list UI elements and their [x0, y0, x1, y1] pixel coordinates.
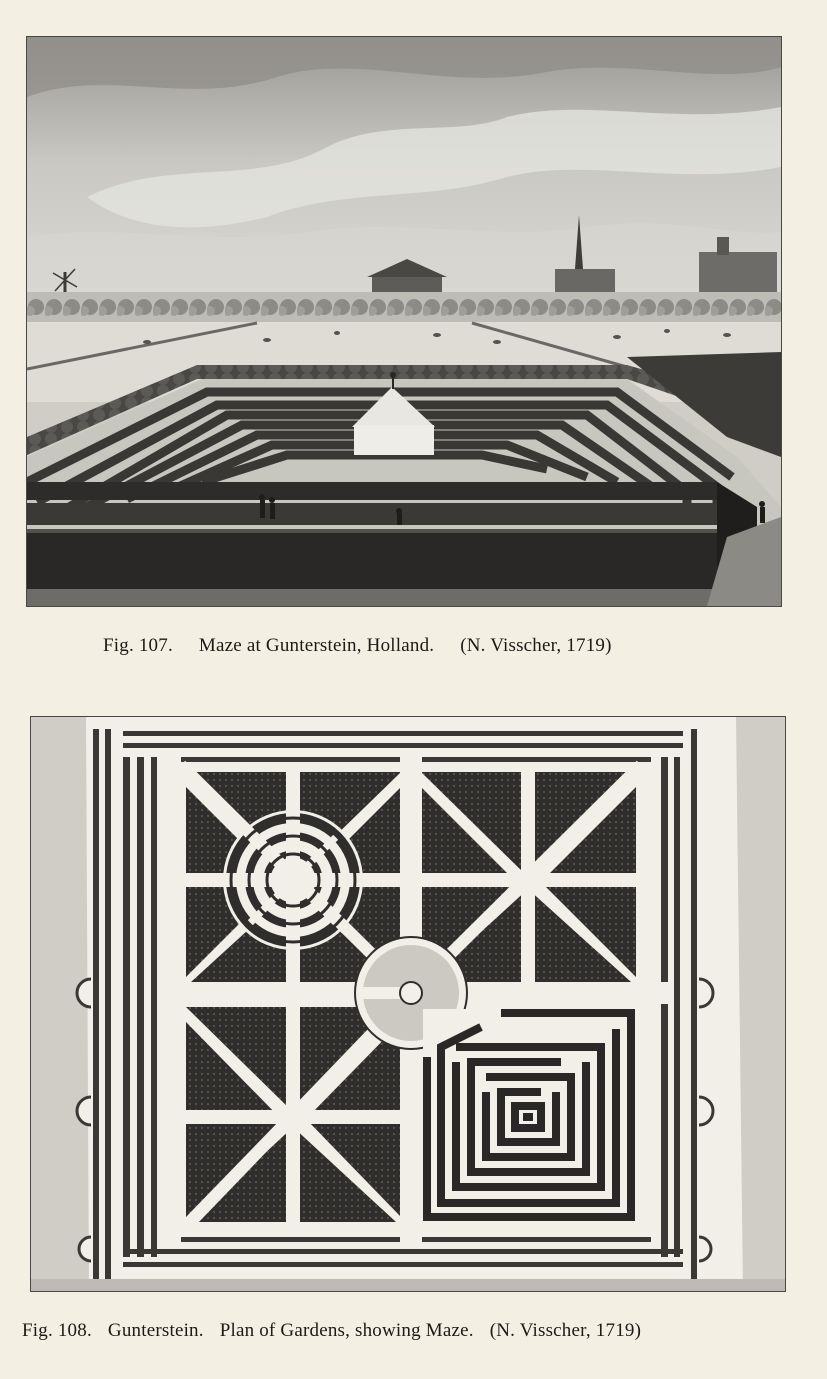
figure-108-title: Gunterstein. [107, 1320, 204, 1341]
figure-107-title: Maze at Gunterstein, Holland. [198, 635, 435, 656]
figure-107-number: Fig. 107. [103, 635, 173, 656]
figure-107-image [26, 36, 782, 607]
garden-plan-engraving [31, 717, 785, 1291]
figure-108-subtitle: Plan of Gardens, showing Maze. [219, 1320, 474, 1341]
figure-108-number: Fig. 108. [22, 1320, 92, 1341]
figure-107-credit: (N. Visscher, 1719) [460, 635, 612, 656]
figure-108-credit: (N. Visscher, 1719) [489, 1320, 642, 1341]
figure-107-caption [103, 635, 612, 657]
figure-108-image [30, 716, 786, 1292]
maze-perspective-engraving [27, 37, 781, 606]
figure-108-caption [22, 1320, 641, 1342]
